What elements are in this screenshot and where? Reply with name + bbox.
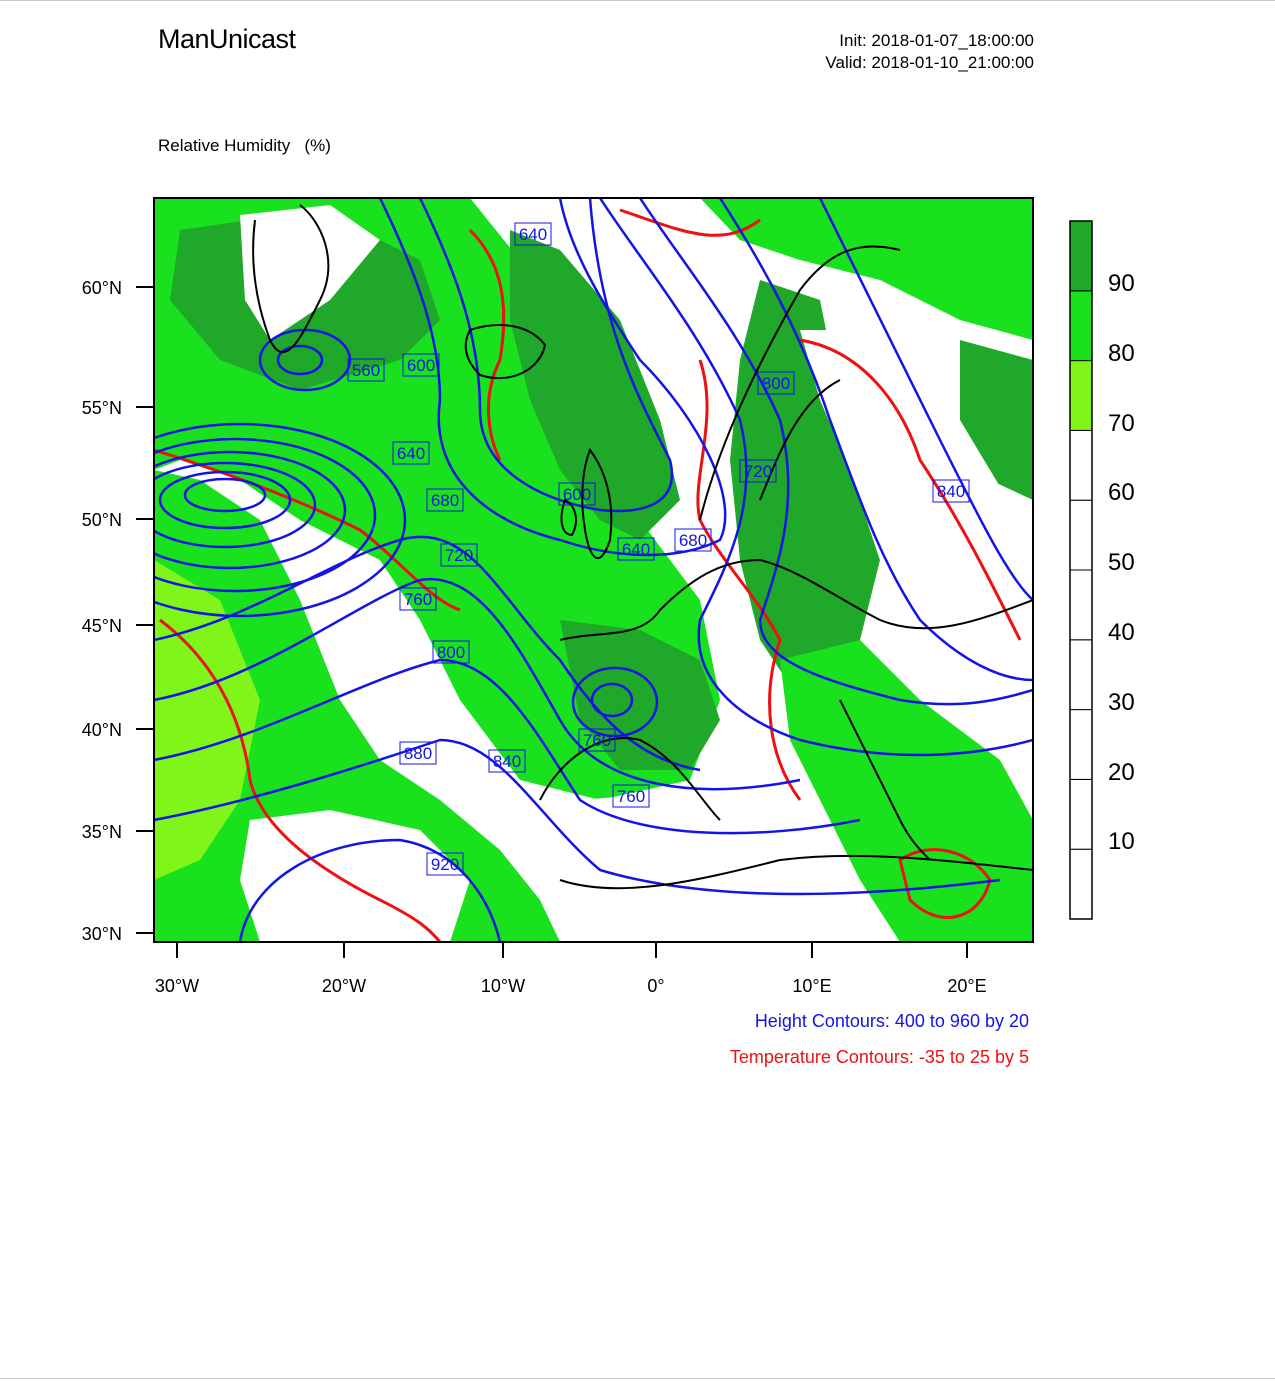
colorbar-segment [1070,779,1092,849]
contour-label: 880 [403,744,433,763]
lon-label: 30°W [154,976,200,996]
contour-label: 640 [518,225,548,244]
lon-label: 20°E [947,976,987,996]
colorbar [1070,221,1092,919]
lon-label: 10°W [480,976,526,996]
contour-label: 640 [621,540,651,559]
colorbar-label: 50 [1108,549,1135,576]
colorbar-segment [1070,849,1092,919]
colorbar-label: 30 [1108,689,1135,716]
contour-label: 760 [403,590,433,609]
contour-label: 840 [936,482,966,501]
colorbar-label: 70 [1108,410,1135,437]
contour-label: 800 [436,643,466,662]
map-area [75,198,1033,942]
contour-label: 680 [430,491,460,510]
plot-title: ManUnicast [158,24,296,54]
contour-label: 600 [562,485,592,504]
contour-label: 840 [492,752,522,771]
lat-label: 35°N [81,822,122,842]
valid-time: Valid: 2018-01-10_21:00:00 [825,53,1034,72]
variable-rh: Relative Humidity (%) [158,136,331,155]
lon-label: 20°W [321,976,367,996]
longitude-axis [155,942,987,996]
init-time: Init: 2018-01-07_18:00:00 [839,31,1034,50]
contour-label: 720 [444,546,474,565]
latitude-axis [82,278,154,944]
lat-label: 50°N [81,510,122,530]
lon-label: 0° [647,976,665,996]
contour-label: 640 [396,444,426,463]
height-contour-note: Height Contours: 400 to 960 by 20 [754,1011,1029,1031]
colorbar-segment [1070,710,1092,780]
colorbar-labels [1108,270,1135,855]
colorbar-label: 10 [1108,828,1135,855]
colorbar-label: 80 [1108,340,1135,367]
lat-label: 55°N [81,398,122,418]
lon-label: 10°E [792,976,832,996]
contour-label: 800 [761,374,791,393]
lat-label: 40°N [81,720,122,740]
contour-label: 600 [406,356,436,375]
contour-label: 680 [678,531,708,550]
contour-label: 760 [616,787,646,806]
colorbar-label: 20 [1108,759,1135,786]
lat-label: 45°N [81,616,122,636]
colorbar-label: 40 [1108,619,1135,646]
colorbar-segment [1070,500,1092,570]
contour-label: 720 [743,462,773,481]
contour-label: 560 [351,361,381,380]
contour-label: 920 [430,855,460,874]
colorbar-segment [1070,291,1092,361]
colorbar-segment [1070,430,1092,500]
colorbar-label: 90 [1108,270,1135,297]
colorbar-label: 60 [1108,479,1135,506]
temperature-contour-note: Temperature Contours: -35 to 25 by 5 [729,1047,1029,1067]
contour-label: 760 [582,731,612,750]
colorbar-segment [1070,570,1092,640]
lat-label: 30°N [81,924,122,944]
lat-label: 60°N [81,278,122,298]
colorbar-segment [1070,640,1092,710]
colorbar-segment [1070,221,1092,291]
colorbar-segment [1070,361,1092,431]
